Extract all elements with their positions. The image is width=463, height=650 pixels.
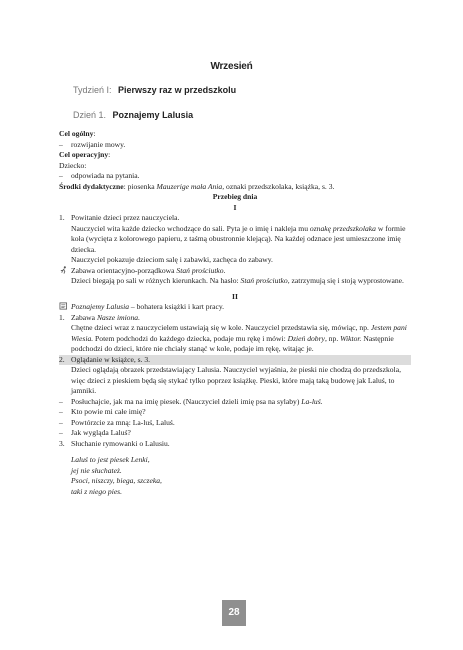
part1-item1-text2: Nauczyciel pokazuje dzieciom salę i zabawki, zachęca do zabawy.	[71, 255, 273, 264]
dash-line-1: – Posłuchajcie, jak ma na imię piesek. (Nauczyciel dzieli imię psa na sylaby) La-luś.	[59, 396, 323, 406]
part-two-heading: II	[232, 291, 238, 301]
part-one-heading: I	[233, 202, 237, 212]
page-number: 28	[222, 600, 246, 626]
week-heading	[73, 85, 236, 95]
operational-goal: Cel operacyjny:	[59, 150, 111, 159]
part1-item2-text: Dzieci biegają po sali w różnych kierunkach. Na hasło: Stań prościutko, zatrzymują się i stoją wyprostowane.	[71, 276, 404, 285]
day-title: Poznajemy Lalusia	[112, 110, 194, 120]
general-goal: Cel ogólny:	[59, 129, 96, 138]
general-goal-item: – rozwijanie mowy.	[59, 139, 126, 149]
part2-item2-text: Dzieci oglądają obrazek przedstawiający Lalusia. Nauczyciel wyjaśnia, że pieski nie chodzą do przedszkola, więc dzieci z pieskiem będą się stykać tylko poprzez książkę. Pieski, które mają taką budowę jak Laluś, to jamniki.	[71, 365, 401, 395]
part2-item3: 3. Słuchanie rymowanki o Lalusiu.	[59, 438, 170, 448]
lesson-plan-body	[59, 129, 411, 497]
part1-item1-text: Nauczyciel wita każde dziecko wchodzące do sali. Pyta je o imię i nakleja mu oznakę przedszkolaka w formie koła (wycięta z kolorowego papieru, z taśmą obustronnie klejącą). Na każdej odznace jest umieszczone imię dziecka.	[71, 223, 406, 254]
poem-line: Laluś to jest piesek Lenki,	[71, 455, 150, 464]
part2-item2: 2. Oglądanie w książce, s. 3.	[59, 355, 411, 366]
operational-goal-item: – odpowiada na pytania.	[59, 171, 140, 180]
part2-book: Poznajemy Lalusia – bohatera książki i kart pracy.	[59, 302, 411, 313]
part1-item2: Zabawa orientacyjno-porządkowa Stań prościutko.	[59, 266, 411, 277]
month-heading: Wrzesień	[210, 61, 253, 72]
day-label: Dzień 1.	[73, 110, 107, 120]
part1-item1: 1. Powitanie dzieci przez nauczyciela.	[59, 213, 180, 222]
week-label: Tydzień I:	[73, 85, 112, 95]
running-figure-icon	[59, 266, 68, 277]
day-heading	[73, 110, 193, 120]
poem-line: taki z niego pies.	[71, 486, 123, 496]
course-title: Przebieg dnia	[212, 192, 258, 201]
part2-item1-text: Chętne dzieci wraz z nauczycielem ustawiają się w kole. Nauczyciel przedstawia się, mówiąc, np. Jestem pani Wiesia. Potem podchodzi do każdego dziecka, podaje mu rękę i mówi: Dzień dobry, np. Wiktor. Następnie podchodzi do dzieci, które nie chciały stanąć w kole, podaje im rękę, witając je.	[71, 323, 407, 353]
poem	[59, 455, 411, 497]
part2-item1: 1. Zabawa Nasze imiona.	[59, 312, 140, 322]
dash-line-4: – Jak wygląda Laluś?	[59, 428, 131, 437]
dash-line-3: – Powtórzcie za mną: La-luś, Laluś.	[59, 417, 175, 427]
book-icon	[59, 302, 68, 313]
goal-subject: Dziecko:	[59, 160, 87, 170]
poem-line: Psoci, niszczy, biega, szczeka,	[71, 476, 162, 485]
dash-line-2: – Kto powie mi całe imię?	[59, 407, 146, 416]
week-title: Pierwszy raz w przedszkolu	[118, 85, 237, 95]
poem-line: jej nie słuchateż.	[71, 465, 122, 475]
teaching-aids: Środki dydaktyczne: piosenka Mauzerige mała Ania, oznaki przedszkolaka, książka, s. 3.	[59, 181, 335, 191]
